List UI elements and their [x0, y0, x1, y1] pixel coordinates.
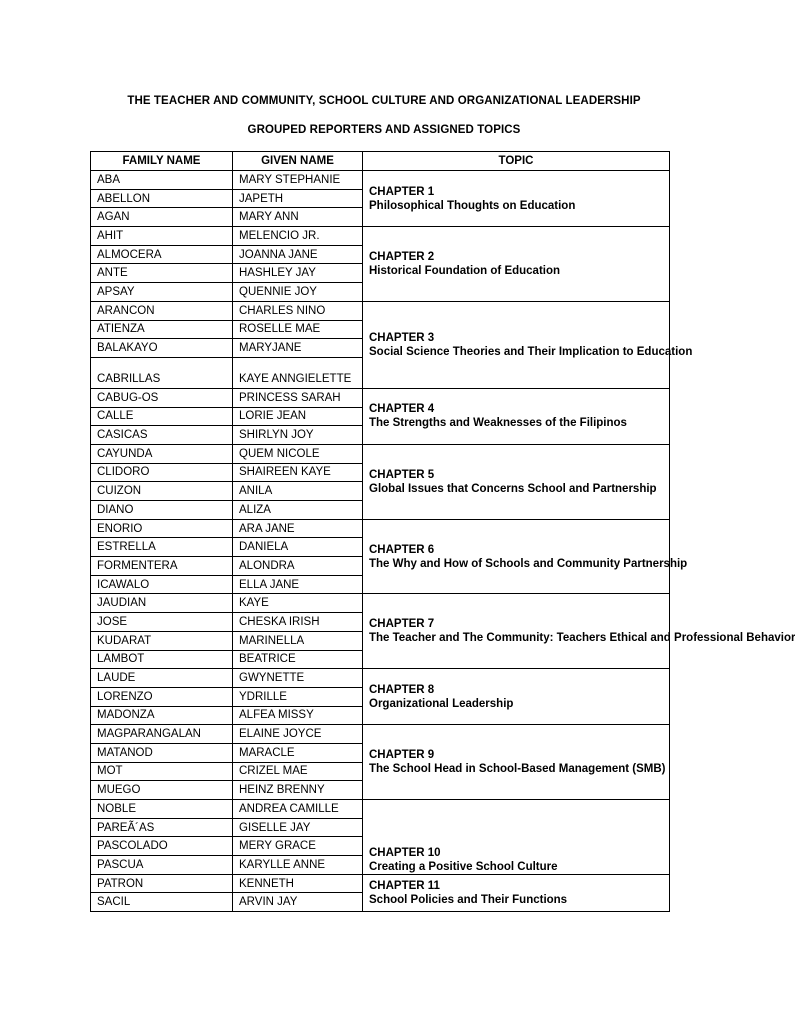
family-name-cell: ANTE — [91, 264, 233, 283]
given-name-cell: MARYJANE — [233, 339, 363, 358]
given-name-cell: YDRILLE — [233, 687, 363, 706]
topic-cell-chapter-7 — [363, 594, 795, 669]
chapter-label: CHAPTER 9 — [369, 749, 435, 762]
family-name-cell: ALMOCERA — [91, 245, 233, 264]
topic-cell-chapter-6 — [363, 519, 688, 594]
given-name-cell: JAPETH — [233, 189, 363, 208]
topic-cell-chapter-4 — [363, 388, 670, 444]
chapter-topic: The Strengths and Weaknesses of the Filipinos — [369, 417, 627, 430]
family-name-cell: APSAY — [91, 283, 233, 302]
given-name-cell: BEATRICE — [233, 650, 363, 669]
given-name-cell: CRIZEL MAE — [233, 762, 363, 781]
given-name-cell: PRINCESS SARAH — [233, 388, 363, 407]
family-name-cell: CABRILLAS — [91, 357, 233, 388]
family-name-cell: ICAWALO — [91, 575, 233, 594]
chapter-topic: Historical Foundation of Education — [369, 264, 561, 277]
header-given-name: GIVEN NAME — [233, 152, 363, 171]
family-name-cell: ENORIO — [91, 519, 233, 538]
given-name-cell: HASHLEY JAY — [233, 264, 363, 283]
header-topic: TOPIC — [363, 152, 670, 171]
family-name-cell: CABUG-OS — [91, 388, 233, 407]
given-name-cell: KAYE — [233, 594, 363, 613]
chapter-label: CHAPTER 4 — [369, 403, 435, 416]
family-name-cell: MADONZA — [91, 706, 233, 725]
given-name-cell: GISELLE JAY — [233, 818, 363, 837]
given-name-cell: SHAIREEN KAYE — [233, 463, 363, 482]
family-name-cell: ESTRELLA — [91, 538, 233, 557]
given-name-cell: ALIZA — [233, 501, 363, 520]
topic-cell-chapter-2 — [363, 227, 670, 302]
topic-cell-chapter-10 — [363, 800, 670, 875]
given-name-cell: SHIRLYN JOY — [233, 426, 363, 445]
family-name-cell: AGAN — [91, 208, 233, 227]
given-name-cell: KAYE ANNGIELETTE — [233, 357, 363, 388]
chapter-topic: The Teacher and The Community: Teachers Ethical and Professional Behavior — [369, 632, 795, 645]
chapter-topic: Global Issues that Concerns School and Partnership — [369, 482, 657, 495]
family-name-cell: LAMBOT — [91, 650, 233, 669]
given-name-cell: MELENCIO JR. — [233, 227, 363, 246]
chapter-topic: Creating a Positive School Culture — [369, 860, 558, 873]
topic-cell-chapter-1 — [363, 171, 670, 227]
chapter-label: CHAPTER 10 — [369, 846, 441, 859]
given-name-cell: ALONDRA — [233, 557, 363, 576]
family-name-cell: PAREÃ´AS — [91, 818, 233, 837]
given-name-cell: QUEM NICOLE — [233, 444, 363, 463]
table-row — [91, 301, 670, 320]
family-name-cell: MUEGO — [91, 781, 233, 800]
family-name-cell: MATANOD — [91, 743, 233, 762]
family-name-cell: JAUDIAN — [91, 594, 233, 613]
given-name-cell: ARA JANE — [233, 519, 363, 538]
given-name-cell: MARY STEPHANIE — [233, 171, 363, 190]
given-name-cell: ARVIN JAY — [233, 893, 363, 912]
given-name-cell: ROSELLE MAE — [233, 320, 363, 339]
chapter-label: CHAPTER 7 — [369, 618, 435, 631]
table-row — [91, 444, 670, 463]
family-name-cell: CUIZON — [91, 482, 233, 501]
given-name-cell: CHESKA IRISH — [233, 613, 363, 632]
table-row — [91, 171, 670, 190]
chapter-label: CHAPTER 11 — [369, 879, 440, 892]
family-name-cell: ABA — [91, 171, 233, 190]
family-name-cell: PASCUA — [91, 856, 233, 875]
family-name-cell: MOT — [91, 762, 233, 781]
given-name-cell: MERY GRACE — [233, 837, 363, 856]
family-name-cell: ATIENZA — [91, 320, 233, 339]
family-name-cell: CASICAS — [91, 426, 233, 445]
topic-cell-chapter-3 — [363, 301, 693, 388]
given-name-cell: ANDREA CAMILLE — [233, 800, 363, 819]
given-name-cell: ELLA JANE — [233, 575, 363, 594]
family-name-cell: ARANCON — [91, 301, 233, 320]
topic-cell-chapter-9 — [363, 725, 670, 800]
table-row — [91, 669, 670, 688]
table-header-row — [91, 152, 670, 171]
family-name-cell: FORMENTERA — [91, 557, 233, 576]
table-row — [91, 388, 670, 407]
family-name-cell: CLIDORO — [91, 463, 233, 482]
family-name-cell: MAGPARANGALAN — [91, 725, 233, 744]
given-name-cell: KARYLLE ANNE — [233, 856, 363, 875]
table-row — [91, 800, 670, 819]
given-name-cell: QUENNIE JOY — [233, 283, 363, 302]
given-name-cell: MARACLE — [233, 743, 363, 762]
chapter-label: CHAPTER 6 — [369, 543, 435, 556]
chapter-topic: Organizational Leadership — [369, 697, 514, 710]
table-row — [91, 594, 670, 613]
given-name-cell: GWYNETTE — [233, 669, 363, 688]
family-name-cell: NOBLE — [91, 800, 233, 819]
given-name-cell: LORIE JEAN — [233, 407, 363, 426]
chapter-topic: Social Science Theories and Their Implication to Education — [369, 345, 693, 358]
chapter-label: CHAPTER 8 — [369, 683, 435, 696]
table-row — [91, 519, 670, 538]
topic-cell-chapter-5 — [363, 444, 670, 519]
header-family-name: FAMILY NAME — [91, 152, 233, 171]
family-name-cell: BALAKAYO — [91, 339, 233, 358]
chapter-topic: Philosophical Thoughts on Education — [369, 199, 576, 212]
chapter-topic: The School Head in School-Based Management (SMB) — [369, 763, 666, 776]
table-row — [91, 874, 670, 893]
family-name-cell: KUDARAT — [91, 631, 233, 650]
chapter-topic: The Why and How of Schools and Community Partnership — [369, 557, 688, 570]
document-title: THE TEACHER AND COMMUNITY, SCHOOL CULTURE AND ORGANIZATIONAL LEADERSHIP — [127, 95, 641, 107]
chapter-label: CHAPTER 5 — [369, 468, 435, 481]
family-name-cell: CALLE — [91, 407, 233, 426]
family-name-cell: CAYUNDA — [91, 444, 233, 463]
topic-cell-chapter-8 — [363, 669, 670, 725]
table-row — [91, 227, 670, 246]
given-name-cell: JOANNA JANE — [233, 245, 363, 264]
family-name-cell: LORENZO — [91, 687, 233, 706]
given-name-cell: ALFEA MISSY — [233, 706, 363, 725]
document-subtitle: GROUPED REPORTERS AND ASSIGNED TOPICS — [247, 124, 521, 136]
given-name-cell: MARY ANN — [233, 208, 363, 227]
given-name-cell: DANIELA — [233, 538, 363, 557]
chapter-topic: School Policies and Their Functions — [369, 893, 568, 906]
family-name-cell: LAUDE — [91, 669, 233, 688]
chapter-label: CHAPTER 2 — [369, 250, 435, 263]
reporters-table — [90, 151, 795, 912]
chapter-label: CHAPTER 3 — [369, 331, 435, 344]
family-name-cell: PATRON — [91, 874, 233, 893]
given-name-cell: KENNETH — [233, 874, 363, 893]
topic-cell-chapter-11 — [363, 874, 670, 911]
given-name-cell: ANILA — [233, 482, 363, 501]
family-name-cell: PASCOLADO — [91, 837, 233, 856]
chapter-label: CHAPTER 1 — [369, 185, 435, 198]
family-name-cell: SACIL — [91, 893, 233, 912]
given-name-cell: HEINZ BRENNY — [233, 781, 363, 800]
given-name-cell: MARINELLA — [233, 631, 363, 650]
family-name-cell: JOSE — [91, 613, 233, 632]
table-row — [91, 725, 670, 744]
family-name-cell: ABELLON — [91, 189, 233, 208]
given-name-cell: CHARLES NINO — [233, 301, 363, 320]
family-name-cell: DIANO — [91, 501, 233, 520]
given-name-cell: ELAINE JOYCE — [233, 725, 363, 744]
family-name-cell: AHIT — [91, 227, 233, 246]
